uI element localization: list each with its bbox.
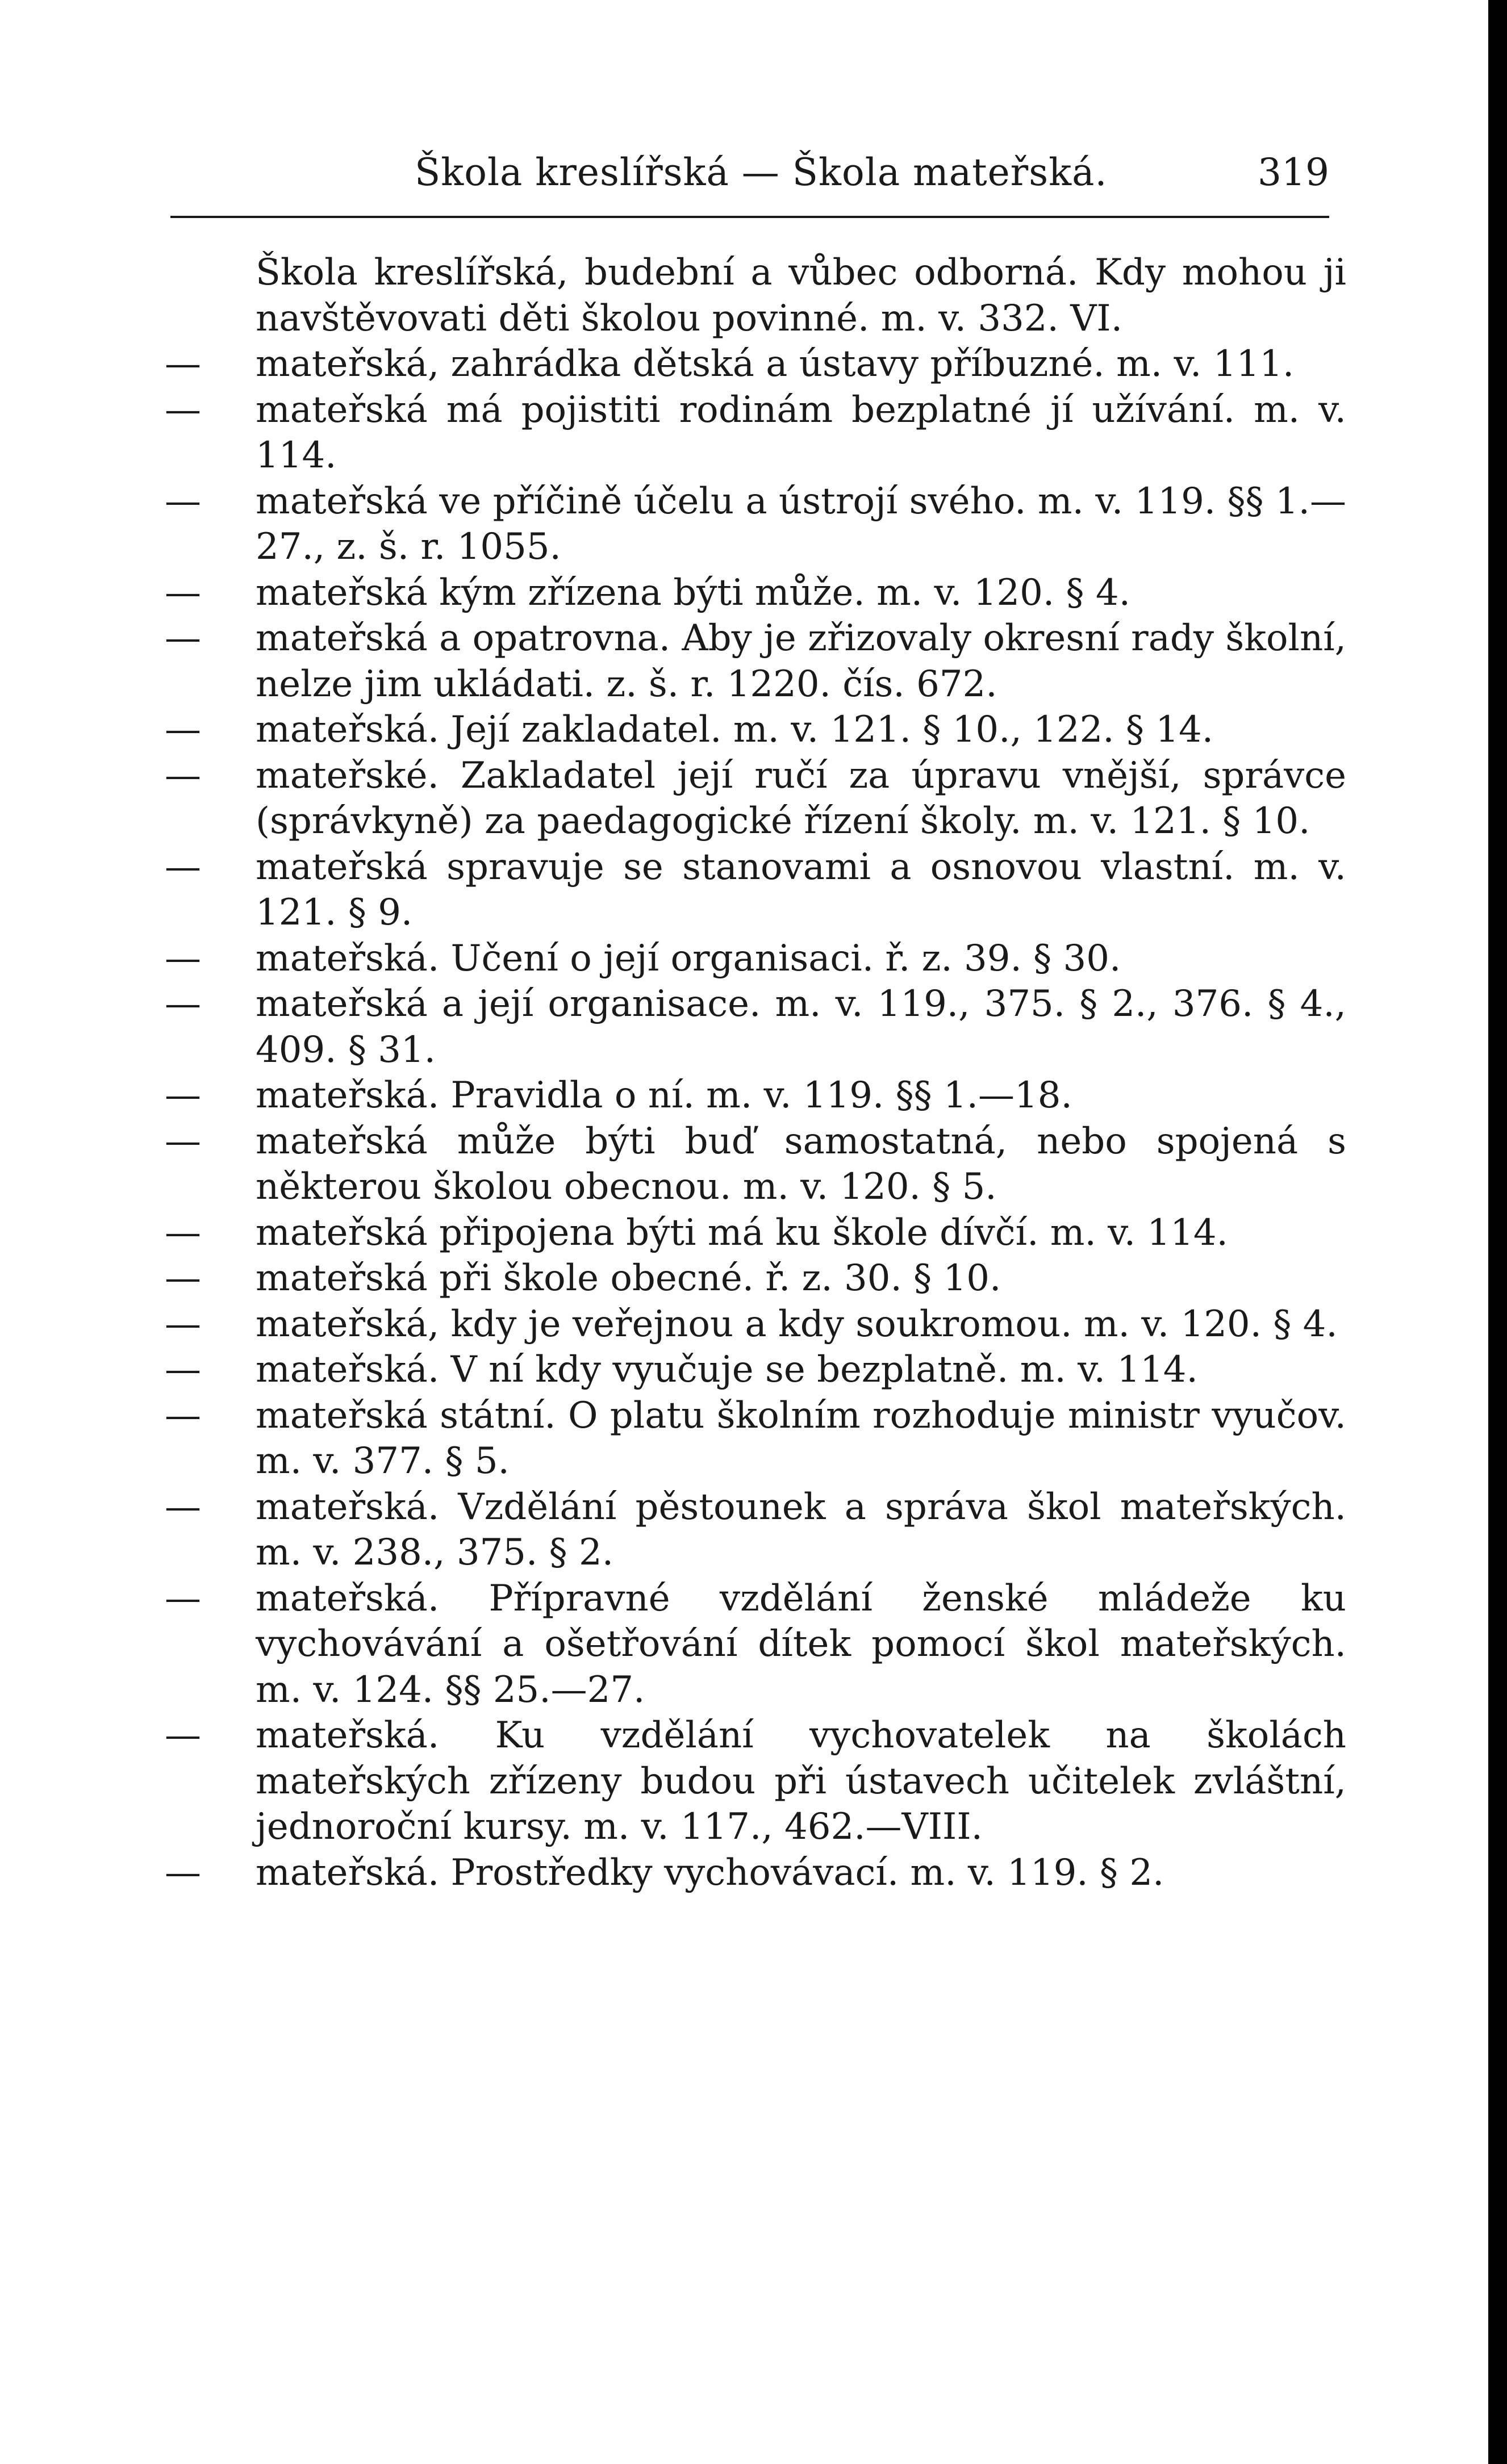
entry-text: mateřská. Prostředky vychovávací. m. v. 119. § 2. xyxy=(256,1851,1164,1894)
index-entry xyxy=(165,1393,1346,1484)
entry-text: mateřská při škole obecné. ř. z. 30. § 10. xyxy=(256,1257,1001,1299)
entry-dash: — xyxy=(165,754,201,797)
index-entry xyxy=(165,936,1346,982)
entry-dash: — xyxy=(165,1486,201,1528)
entry-dash: — xyxy=(165,617,201,659)
entry-dash: — xyxy=(165,983,201,1025)
index-entry xyxy=(165,1576,1346,1713)
entry-dash: — xyxy=(165,1714,201,1756)
index-entries xyxy=(165,250,1346,1896)
index-entry xyxy=(165,570,1346,616)
entry-dash: — xyxy=(165,1211,201,1254)
index-entry xyxy=(165,341,1346,387)
index-entry xyxy=(165,1256,1346,1302)
index-entry xyxy=(165,250,1346,341)
entry-dash: — xyxy=(165,1257,201,1299)
entry-dash: — xyxy=(165,388,201,431)
entry-dash: — xyxy=(165,1120,201,1162)
index-entry xyxy=(165,981,1346,1073)
entry-text: mateřská, zahrádka dětská a ústavy příbuzné. m. v. 111. xyxy=(256,343,1295,385)
entry-text: mateřská kým zřízena býti může. m. v. 120. § 4. xyxy=(256,571,1130,614)
entry-dash: — xyxy=(165,480,201,522)
entry-text: mateřská má pojistiti rodinám bezplatné jí užívání. m. v. 114. xyxy=(256,388,1346,476)
entry-text: mateřská. Přípravné vzdělání ženské mládeže ku vychovávání a ošetřování dítek pomocí škol mateřských. m. v. 124. §§ 25.—27. xyxy=(256,1577,1346,1711)
entry-dash: — xyxy=(165,571,201,614)
index-entry xyxy=(165,1073,1346,1119)
index-entry xyxy=(165,616,1346,707)
entry-text: mateřská a její organisace. m. v. 119., 375. § 2., 376. § 4., 409. § 31. xyxy=(256,983,1346,1071)
index-entry xyxy=(165,1484,1346,1576)
entry-text: mateřská a opatrovna. Aby je zřizovaly okresní rady školní, nelze jim ukládati. z. š. r. 1220. čís. 672. xyxy=(256,617,1346,705)
entry-text: mateřská. Vzdělání pěstounek a správa škol mateřských. m. v. 238., 375. § 2. xyxy=(256,1486,1346,1574)
index-entry xyxy=(165,1347,1346,1393)
entry-dash: — xyxy=(165,1577,201,1620)
entry-dash: — xyxy=(165,937,201,980)
entry-text: mateřská ve příčině účelu a ústrojí svého. m. v. 119. §§ 1.—27., z. š. r. 1055. xyxy=(256,480,1346,568)
entry-text: Škola kreslířská, budební a vůbec odborná. Kdy mohou ji navštěvovati děti školou povinné. m. v. 332. VI. xyxy=(256,252,1346,340)
entry-dash: — xyxy=(165,1303,201,1345)
entry-dash: — xyxy=(165,1349,201,1391)
entry-text: mateřská státní. O platu školním rozhoduje ministr vyučov. m. v. 377. § 5. xyxy=(256,1394,1346,1482)
index-entry xyxy=(165,1850,1346,1896)
entry-text: mateřská. Její zakladatel. m. v. 121. § 10., 122. § 14. xyxy=(256,709,1214,751)
entry-dash: — xyxy=(165,1851,201,1894)
page-number: 319 xyxy=(1258,150,1329,194)
running-header xyxy=(170,145,1329,213)
entry-text: mateřská připojena býti má ku škole dívčí. m. v. 114. xyxy=(256,1211,1228,1254)
entry-dash: — xyxy=(165,1074,201,1116)
entry-text: mateřská, kdy je veřejnou a kdy soukromou. m. v. 120. § 4. xyxy=(256,1303,1338,1345)
entry-dash: — xyxy=(165,709,201,751)
index-entry xyxy=(165,1302,1346,1348)
index-entry xyxy=(165,753,1346,844)
entry-dash: — xyxy=(165,343,201,385)
index-entry xyxy=(165,1713,1346,1850)
entry-dash: — xyxy=(165,1394,201,1437)
index-entry xyxy=(165,1210,1346,1256)
index-entry xyxy=(165,844,1346,936)
index-entry xyxy=(165,1119,1346,1210)
entry-text: mateřská spravuje se stanovami a osnovou vlastní. m. v. 121. § 9. xyxy=(256,846,1346,934)
header-rule xyxy=(170,216,1329,218)
running-header-title: Škola kreslířská — Škola mateřská. xyxy=(415,150,1108,194)
entry-text: mateřská. Pravidla o ní. m. v. 119. §§ 1.—18. xyxy=(256,1074,1072,1116)
index-entry xyxy=(165,707,1346,753)
index-entry xyxy=(165,479,1346,570)
entry-dash: — xyxy=(165,846,201,888)
entry-text: mateřská. V ní kdy vyučuje se bezplatně. m. v. 114. xyxy=(256,1349,1198,1391)
entry-text: mateřská. Učení o její organisaci. ř. z. 39. § 30. xyxy=(256,937,1121,980)
entry-text: mateřské. Zakladatel její ručí za úpravu vnější, správce (správkyně) za paedagogické řízení školy. m. v. 121. § 10. xyxy=(256,754,1346,842)
entry-text: mateřská. Ku vzdělání vychovatelek na školách mateřských zřízeny budou při ústavech učitelek zvláštní, jednoroční kursy. m. v. 117., 462.—VIII. xyxy=(256,1714,1346,1848)
scan-edge xyxy=(1488,0,1507,2464)
index-entry xyxy=(165,387,1346,479)
entry-text: mateřská může býti buď samostatná, nebo spojená s některou školou obecnou. m. v. 120. § 5. xyxy=(256,1120,1346,1208)
